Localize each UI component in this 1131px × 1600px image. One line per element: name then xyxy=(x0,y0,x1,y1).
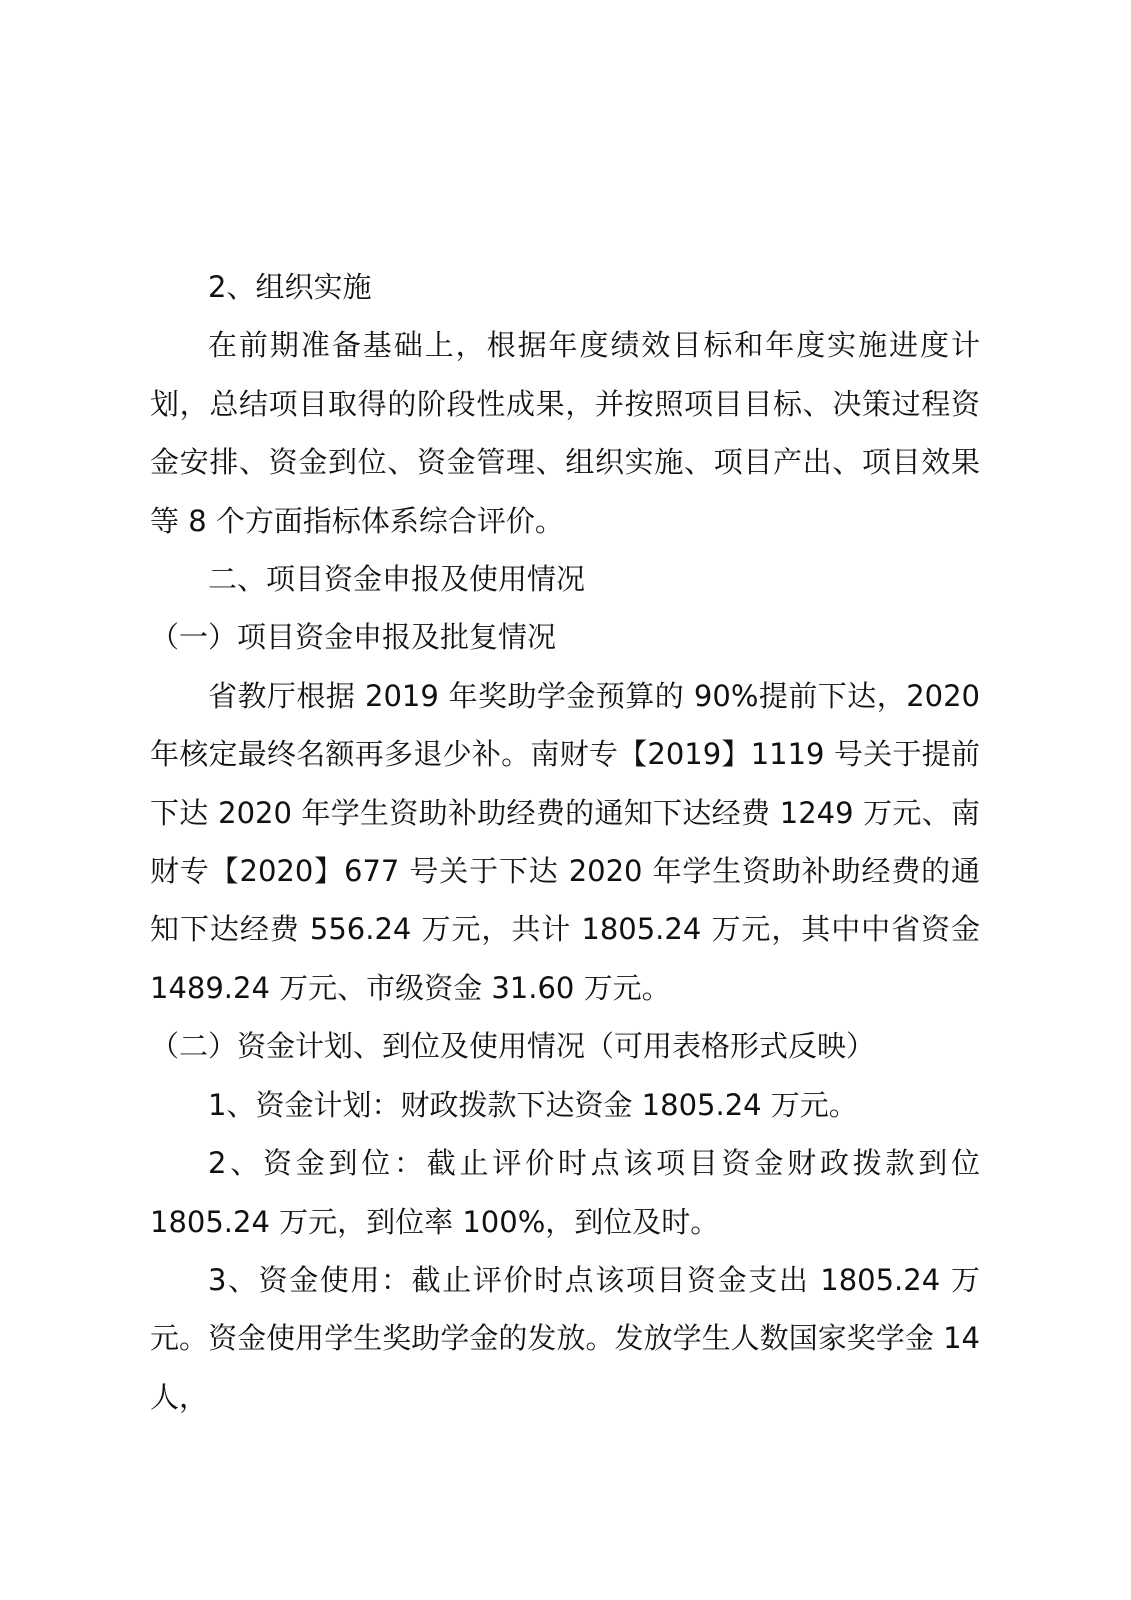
heading-funding-application-and-use: 二、项目资金申报及使用情况 xyxy=(208,562,586,597)
item-funding-use: 3、资金使用：截止评价时点该项目资金支出 1805.24 万元。资金使用学生奖助学金的发放。发放学生人数国家奖学金 14 人， xyxy=(150,1262,980,1414)
paragraph-evaluation-method: 在前期准备基础上，根据年度绩效目标和年度实施进度计划，总结项目取得的阶段性成果，并按照项目目标、决策过程资金安排、资金到位、资金管理、组织实施、项目产出、项目效果等 8 个方面指标体系综合评价。 xyxy=(150,328,980,538)
document-body xyxy=(150,258,980,1426)
paragraph-funding-details: 省教厅根据 2019 年奖助学金预算的 90%提前下达，2020 年核定最终名额再多退少补。南财专【2019】1119 号关于提前下达 2020 年学生资助补助经费的通知下达经费 1249 万元、南财专【2020】677 号关于下达 2020 年学生资助补助经费的通知下达经费 556.24 万元，共计 1805.24 万元，其中中省资金 1489.24 万元、市级资金 31.60 万元。 xyxy=(150,678,980,1005)
heading-funding-plan-arrival-use: （二）资金计划、到位及使用情况（可用表格形式反映） xyxy=(150,1029,876,1064)
item-funding-plan: 1、资金计划：财政拨款下达资金 1805.24 万元。 xyxy=(208,1087,858,1122)
heading-funding-application-approval: （一）项目资金申报及批复情况 xyxy=(150,620,557,655)
heading-organization-implementation: 2、组织实施 xyxy=(208,270,372,304)
item-funding-arrival: 2、资金到位：截止评价时点该项目资金财政拨款到位 1805.24 万元，到位率 100%，到位及时。 xyxy=(150,1146,980,1239)
